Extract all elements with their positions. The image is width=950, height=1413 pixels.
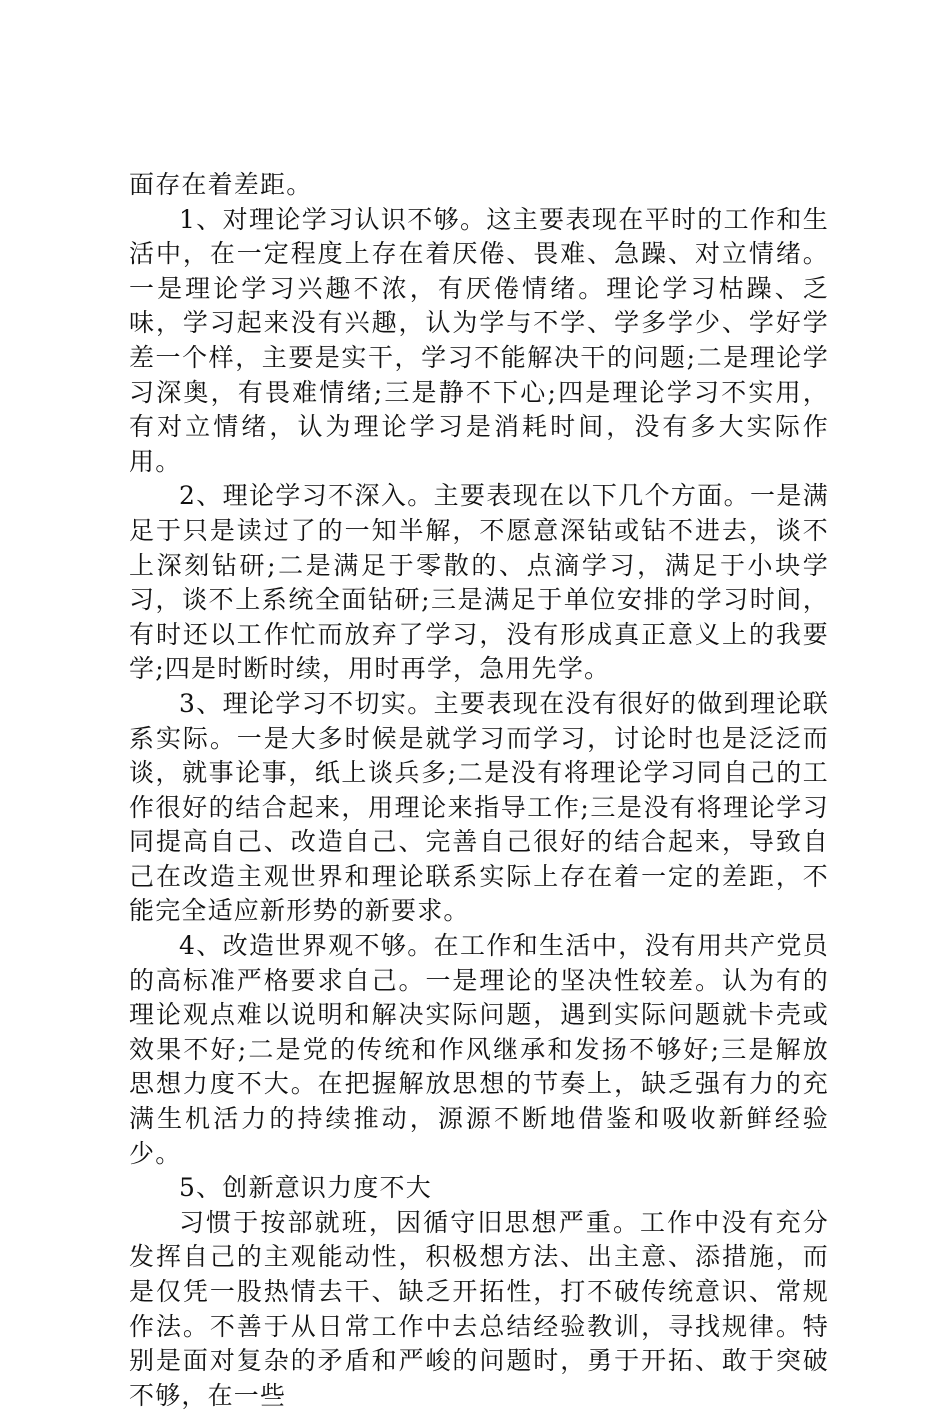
paragraph-item-4: 4、改造世界观不够。在工作和生活中，没有用共产党员的高标准严格要求自己。一是理论的坚决性较差。认为有的理论观点难以说明和解决实际问题，遇到实际问题就卡壳或效果不好;二是党的传统和作风继承和发扬不够好;三是解放思想力度不大。在把握解放思想的节奏上，缺乏强有力的充满生机活力的持续推动，源源不断地借鉴和吸收新鲜经验少。 — [129, 931, 829, 1168]
document-body — [129, 168, 829, 1413]
paragraph-continuation: 面存在着差距。 — [129, 170, 313, 199]
paragraph-item-5-heading: 5、创新意识力度不大 — [179, 1173, 432, 1203]
paragraph-item-2: 2、理论学习不深入。主要表现在以下几个方面。一是满足于只是读过了的一知半解，不愿意深钻或钻不进去，谈不上深刻钻研;二是满足于零散的、点滴学习，满足于小块学习，谈不上系统全面钻研;三是满足于单位安排的学习时间，有时还以工作忙而放弃了学习，没有形成真正意义上的我要学;四是时断时续，用时再学，急用先学。 — [129, 481, 829, 684]
paragraph-item-1: 1、对理论学习认识不够。这主要表现在平时的工作和生活中，在一定程度上存在着厌倦、畏难、急躁、对立情绪。一是理论学习兴趣不浓，有厌倦情绪。理论学习枯躁、乏味，学习起来没有兴趣，认为学与不学、学多学少、学好学差一个样，主要是实干，学习不能解决干的问题;二是理论学习深奥，有畏难情绪;三是静不下心;四是理论学习不实用，有对立情绪，认为理论学习是消耗时间，没有多大实际作用。 — [129, 204, 829, 476]
paragraph-item-5-body: 习惯于按部就班，因循守旧思想严重。工作中没有充分发挥自己的主观能动性，积极想方法、出主意、添措施，而是仅凭一股热情去干、缺乏开拓性，打不破传统意识、常规作法。不善于从日常工作中去总结经验教训，寻找规律。特别是面对复杂的矛盾和严峻的问题时，勇于开拓、敢于突破不够，在一些 — [129, 1207, 829, 1410]
paragraph-item-3: 3、理论学习不切实。主要表现在没有很好的做到理论联系实际。一是大多时候是就学习而学习，讨论时也是泛泛而谈，就事论事，纸上谈兵多;二是没有将理论学习同自己的工作很好的结合起来，用理论来指导工作;三是没有将理论学习同提高自己、改造自己、完善自己很好的结合起来，导致自己在改造主观世界和理论联系实际上存在着一定的差距，不能完全适应新形势的新要求。 — [129, 688, 829, 926]
